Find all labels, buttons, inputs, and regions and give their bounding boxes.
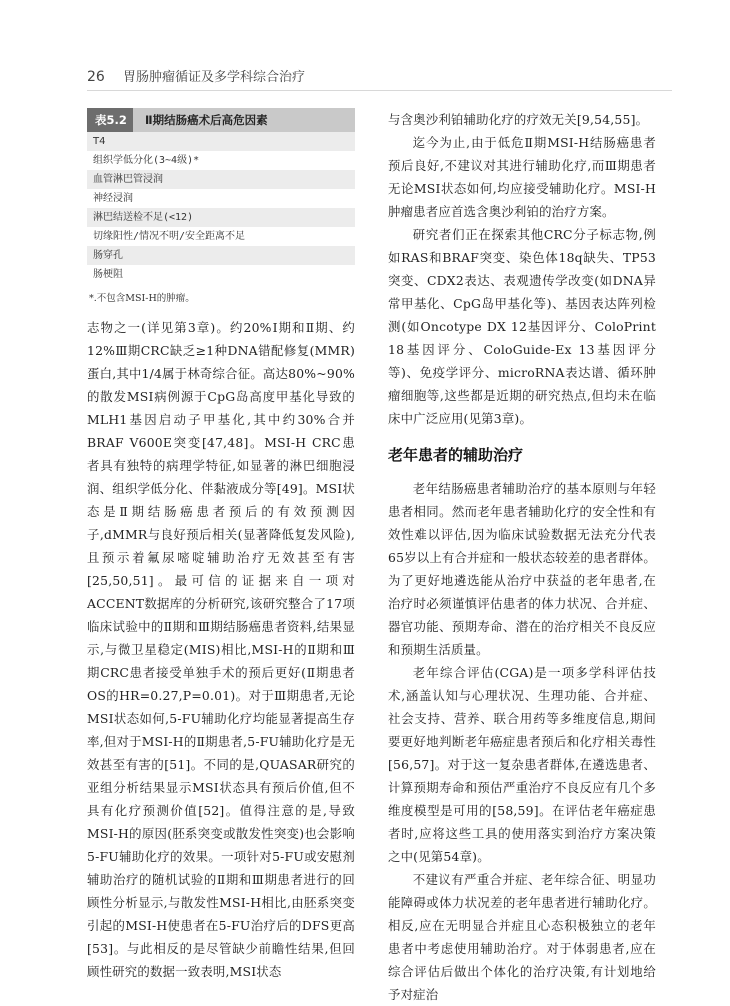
table-row: 肠梗阻 — [93, 269, 123, 280]
table-row: 肠穿孔 — [87, 246, 355, 265]
left-column — [87, 108, 355, 983]
page-header — [87, 66, 305, 85]
table-header — [87, 108, 355, 132]
body-paragraph: 迄今为止,由于低危Ⅱ期MSI-H结肠癌患者预后良好,不建议对其进行辅助化疗,而Ⅲ期患者无论MSI状态如何,均应接受辅助化疗。MSI-H肿瘤患者应首选含奥沙利铂的治疗方案。 — [388, 135, 656, 219]
section-heading: 老年患者的辅助治疗 — [388, 446, 524, 464]
table-row: 切缘阳性/情况不明/安全距离不足 — [93, 231, 246, 242]
header-rule — [87, 90, 672, 91]
right-column — [388, 108, 656, 1006]
body-paragraph: 老年结肠癌患者辅助治疗的基本原则与年轻患者相同。然而老年患者辅助化疗的安全性和有效性难以评估,因为临床试验数据无法充分代表65岁以上有合并症和一般状态较差的患者群体。为了更好地遴选能从治疗中获益的老年患者,在治疗时必须谨慎评估患者的体力状况、合并症、器官功能、预期寿命、潜在的治疗相关不良反应和预期生活质量。 — [388, 481, 656, 657]
body-paragraph: 志物之一(详见第3章)。约20%Ⅰ期和Ⅱ期、约12%Ⅲ期CRC缺乏≥1种DNA错配修复(MMR)蛋白,其中1/4属于林奇综合征。高达80%~90%的散发MSI病例源于CpG岛高度甲基化导致的MLH1基因启动子甲基化,其中约30%合并BRAF V600E突变[47,48]。MSI-H CRC患者具有独特的病理学特征,如显著的淋巴细胞浸润、组织学低分化、伴黏液成分等[49]。MSI状态是Ⅱ期结肠癌患者预后的有效预测因子,dMMR与良好预后相关(显著降低复发风险),且预示着氟尿嘧啶辅助治疗无效甚至有害[25,50,51]。最可信的证据来自一项对ACCENT数据库的分析研究,该研究整合了17项临床试验中的Ⅱ期和Ⅲ期结肠癌患者资料,结果显示,与微卫星稳定(MIS)相比,MSI-H的Ⅱ期和Ⅲ期CRC患者接受单独手术的预后更好(Ⅱ期患者OS的HR=0.27,P=0.01)。对于Ⅲ期患者,无论MSI状态如何,5-FU辅助化疗均能显著提高生存率,但对于MSI-H的Ⅱ期患者,5-FU辅助化疗是无效甚至有害的[51]。不同的是,QUASAR研究的亚组分析结果显示MSI状态具有预后价值,但不具有化疗预测价值[52]。值得注意的是,导致MSI-H的原因(胚系突变或散发性突变)也会影响5-FU辅助化疗的效果。一项针对5-FU或安慰剂辅助治疗的随机试验的Ⅱ期和Ⅲ期患者进行的回顾性分析显示,与散发性MSI-H相比,由胚系突变引起的MSI-H使患者在5-FU治疗后的DFS更高[53]。与此相反的是尽管缺少前瞻性结果,但回顾性研究的数据一致表明,MSI状态 — [87, 320, 355, 979]
table-title: Ⅱ期结肠癌术后高危因素 — [133, 108, 355, 132]
table-row: 血管淋巴管浸润 — [87, 170, 355, 189]
page-number: 26 — [87, 69, 105, 85]
body-paragraph: 与含奥沙利铂辅助化疗的疗效无关[9,54,55]。 — [388, 112, 649, 127]
table-row: T4 — [87, 132, 355, 151]
table-row: 淋巴结送检不足(<12) — [87, 208, 355, 227]
table-label: 表5.2 — [87, 108, 133, 132]
table-row: 神经浸润 — [93, 193, 133, 204]
table-note: *.不包含MSI-H的肿瘤。 — [89, 293, 195, 304]
book-title: 胃肠肿瘤循证及多学科综合治疗 — [122, 70, 305, 85]
table-row: 组织学低分化(3~4级)* — [93, 155, 200, 166]
body-paragraph: 不建议有严重合并症、老年综合征、明显功能障碍或体力状况差的老年患者进行辅助化疗。相反,应在无明显合并症且心态积极独立的老年患者中考虑使用辅助治疗。对于体弱患者,应在综合评估后做出个体化的治疗决策,有计划地给予对症治 — [388, 872, 656, 1002]
body-paragraph: 老年综合评估(CGA)是一项多学科评估技术,涵盖认知与心理状况、生理功能、合并症、社会支持、营养、联合用药等多维度信息,期间要更好地判断老年癌症患者预后和化疗相关毒性[56,57]。对于这一复杂患者群体,在遴选患者、计算预期寿命和预估严重治疗不良反应有几个多维度模型是可用的[58,59]。在评估老年癌症患者时,应将这些工具的使用落实到治疗方案决策之中(见第54章)。 — [388, 665, 656, 864]
body-paragraph: 研究者们正在探索其他CRC分子标志物,例如RAS和BRAF突变、染色体18q缺失、TP53突变、CDX2表达、表观遗传学改变(如DNA异常甲基化、CpG岛甲基化等)、基因表达阵列检测(如Oncotype DX 12基因评分、ColoPrint 18基因评分、ColoGuide-Ex 13基因评分等)、免疫学评分、microRNA表达谱、循环肿瘤细胞等,这些都是近期的研究热点,但均未在临床中广泛应用(见第3章)。 — [388, 227, 656, 426]
